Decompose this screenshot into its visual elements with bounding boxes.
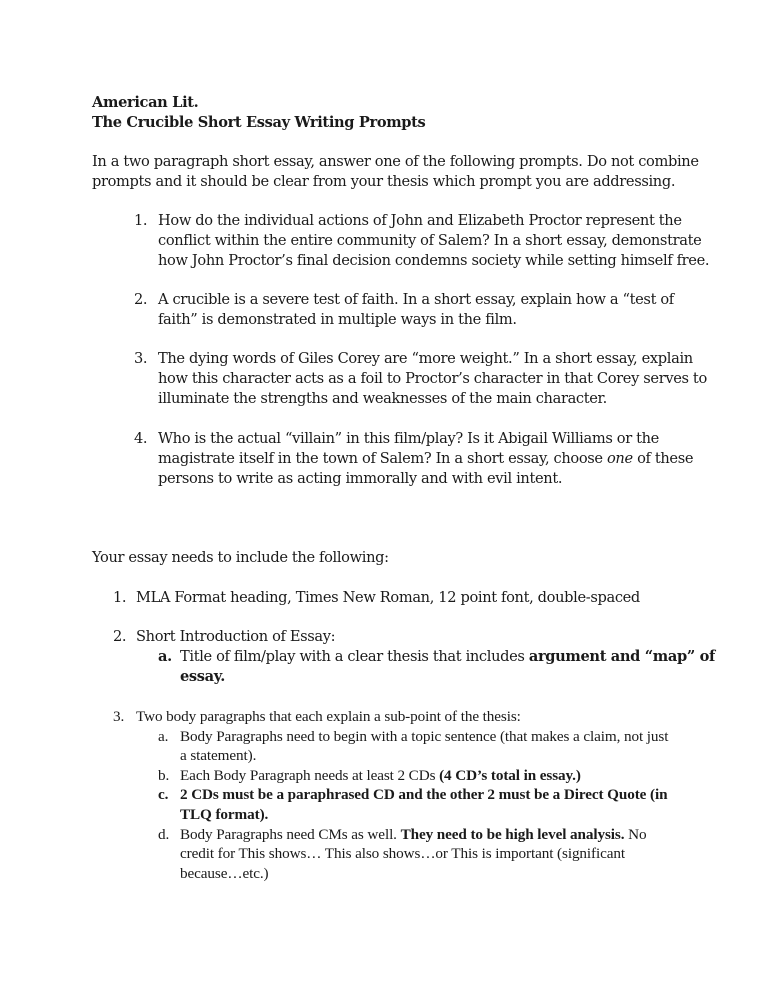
requirement-number: 3. (113, 708, 125, 725)
sub-item-bold: (4 CD’s total in essay.) (439, 767, 581, 784)
document-title: The Crucible Short Essay Writing Prompts (92, 114, 426, 131)
sub-item-letter: b. (158, 767, 170, 784)
course-name: American Lit. (92, 94, 199, 111)
sub-item-letter: a. (158, 648, 172, 665)
requirement-text: MLA Format heading, Times New Roman, 12 point font, double-spaced (136, 589, 640, 606)
sub-item-text-cont: TLQ format). (180, 806, 269, 823)
sub-item-plain: Body Paragraphs need CMs as well. (180, 826, 401, 843)
prompt-number: 2. (134, 291, 148, 308)
prompt-line (158, 450, 693, 467)
prompt-line: how this character acts as a foil to Proctor’s character in that Corey serves to (158, 370, 707, 387)
prompt-line: faith” is demonstrated in multiple ways in the film. (158, 311, 517, 328)
prompt-text: magistrate itself in the town of Salem? In a short essay, choose (158, 450, 607, 467)
prompt-number: 3. (134, 350, 148, 367)
prompt-line: how John Proctor’s final decision condemns society while setting himself free. (158, 252, 710, 269)
prompt-number: 4. (134, 430, 148, 447)
prompt-line: A crucible is a severe test of faith. In a short essay, explain how a “test of (158, 291, 674, 308)
prompt-line: The dying words of Giles Corey are “more weight.” In a short essay, explain (158, 350, 693, 367)
prompt-number: 1. (134, 212, 148, 229)
sub-item-text-cont: essay. (180, 668, 225, 685)
sub-item-plain: No (624, 826, 647, 843)
sub-item-text-cont: because…etc.) (180, 865, 269, 882)
prompt-line: persons to write as acting immorally and with evil intent. (158, 470, 563, 487)
emphasis-one: one (607, 450, 633, 467)
prompt-line: illuminate the strengths and weaknesses of the main character. (158, 390, 607, 407)
prompt-line: How do the individual actions of John and Elizabeth Proctor represent the (158, 212, 682, 229)
requirement-number: 1. (113, 589, 127, 606)
sub-item-plain: Title of film/play with a clear thesis that includes (180, 648, 529, 665)
sub-item-text: Body Paragraphs need to begin with a topic sentence (that makes a claim, not just (180, 728, 669, 745)
instructions-line-1: In a two paragraph short essay, answer one of the following prompts. Do not combine (92, 153, 699, 170)
requirements-intro: Your essay needs to include the following: (92, 549, 389, 566)
requirement-text: Short Introduction of Essay: (136, 628, 336, 645)
sub-item-text (180, 826, 646, 844)
sub-item-text (180, 648, 715, 665)
requirement-number: 2. (113, 628, 127, 645)
sub-item-plain: Each Body Paragraph needs at least 2 CDs (180, 767, 440, 784)
sub-item-text-cont: credit for This shows… This also shows…or This is important (significant (180, 845, 626, 862)
prompt-text: of these (632, 450, 694, 467)
prompt-line: Who is the actual “villain” in this film/play? Is it Abigail Williams or the (158, 430, 659, 447)
sub-item-text: 2 CDs must be a paraphrased CD and the other 2 must be a Direct Quote (in (180, 786, 668, 803)
sub-item-letter: c. (158, 786, 169, 803)
sub-item-text-cont: a statement). (180, 747, 257, 764)
sub-item-letter: d. (158, 826, 170, 843)
sub-item-bold: argument and “map” of (528, 648, 715, 665)
sub-item-letter: a. (158, 728, 169, 745)
requirement-text: Two body paragraphs that each explain a sub-point of the thesis: (136, 708, 521, 725)
prompt-line: conflict within the entire community of Salem? In a short essay, demonstrate (158, 232, 702, 249)
instructions-line-2: prompts and it should be clear from your thesis which prompt you are addressing. (92, 173, 676, 190)
sub-item-text (180, 767, 581, 785)
sub-item-bold: They need to be high level analysis. (400, 826, 625, 843)
